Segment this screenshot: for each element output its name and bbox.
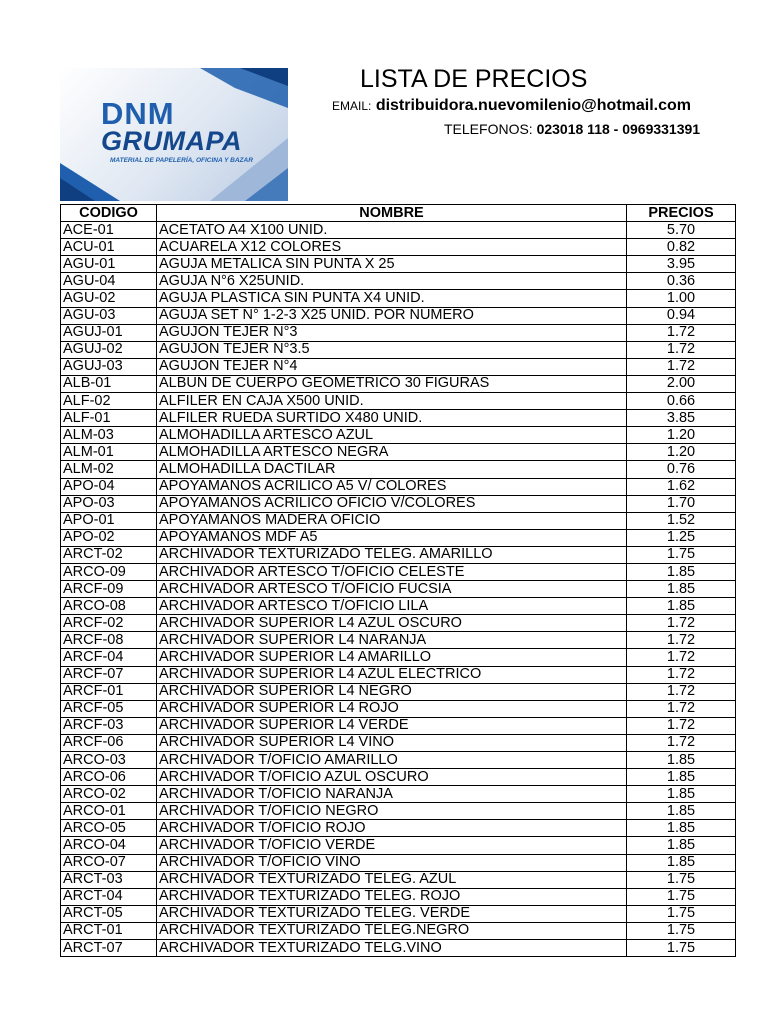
- table-header-row: [61, 205, 736, 222]
- item-name: AGUJON TEJER N°3.5: [157, 341, 627, 358]
- item-price: 1.85: [627, 820, 736, 837]
- item-price: 1.85: [627, 854, 736, 871]
- item-name: ARCHIVADOR ARTESCO T/OFICIO CELESTE: [157, 563, 627, 580]
- table-row: [61, 769, 736, 786]
- item-price: 1.25: [627, 529, 736, 546]
- price-table: [60, 204, 736, 957]
- table-row: [61, 256, 736, 273]
- item-name: ARCHIVADOR T/OFICIO ROJO: [157, 820, 627, 837]
- item-code: AGUJ-02: [61, 341, 157, 358]
- column-header-precios: PRECIOS: [627, 205, 736, 222]
- item-code: APO-01: [61, 512, 157, 529]
- item-code: ALF-02: [61, 393, 157, 410]
- item-name: ARCHIVADOR TEXTURIZADO TELEG.NEGRO: [157, 922, 627, 939]
- item-price: 1.72: [627, 683, 736, 700]
- item-name: ARCHIVADOR TEXTURIZADO TELG.VINO: [157, 940, 627, 957]
- table-row: [61, 529, 736, 546]
- table-row: [61, 512, 736, 529]
- item-name: ARCHIVADOR SUPERIOR L4 ROJO: [157, 700, 627, 717]
- item-code: APO-04: [61, 478, 157, 495]
- item-price: 1.72: [627, 700, 736, 717]
- item-price: 1.75: [627, 871, 736, 888]
- item-code: ACU-01: [61, 239, 157, 256]
- page-title: LISTA DE PRECIOS: [360, 65, 588, 93]
- item-name: ALMOHADILLA ARTESCO NEGRA: [157, 444, 627, 461]
- item-name: ARCHIVADOR SUPERIOR L4 NARANJA: [157, 632, 627, 649]
- item-price: 1.72: [627, 615, 736, 632]
- item-price: 1.85: [627, 598, 736, 615]
- item-price: 1.75: [627, 940, 736, 957]
- table-row: [61, 324, 736, 341]
- column-header-codigo: CODIGO: [61, 205, 157, 222]
- item-name: ARCHIVADOR TEXTURIZADO TELEG. AMARILLO: [157, 546, 627, 563]
- item-name: ARCHIVADOR SUPERIOR L4 NEGRO: [157, 683, 627, 700]
- table-row: [61, 734, 736, 751]
- table-row: [61, 786, 736, 803]
- item-price: 1.72: [627, 649, 736, 666]
- table-row: [61, 563, 736, 580]
- item-name: ARCHIVADOR SUPERIOR L4 AZUL OSCURO: [157, 615, 627, 632]
- item-name: ARCHIVADOR SUPERIOR L4 AMARILLO: [157, 649, 627, 666]
- table-row: [61, 615, 736, 632]
- item-price: 1.75: [627, 922, 736, 939]
- table-row: [61, 358, 736, 375]
- item-price: 1.72: [627, 358, 736, 375]
- email-line: [332, 96, 691, 116]
- item-name: APOYAMANOS MADERA OFICIO: [157, 512, 627, 529]
- table-row: [61, 393, 736, 410]
- item-name: ARCHIVADOR SUPERIOR L4 VERDE: [157, 717, 627, 734]
- item-name: ARCHIVADOR ARTESCO T/OFICIO FUCSIA: [157, 581, 627, 598]
- column-header-nombre: NOMBRE: [157, 205, 627, 222]
- table-row: [61, 341, 736, 358]
- item-code: AGU-01: [61, 256, 157, 273]
- item-price: 1.85: [627, 752, 736, 769]
- item-price: 1.72: [627, 734, 736, 751]
- item-name: AGUJA METALICA SIN PUNTA X 25: [157, 256, 627, 273]
- table-row: [61, 273, 736, 290]
- item-name: ARCHIVADOR ARTESCO T/OFICIO LILA: [157, 598, 627, 615]
- item-price: 1.85: [627, 803, 736, 820]
- item-price: 1.85: [627, 563, 736, 580]
- item-code: AGU-04: [61, 273, 157, 290]
- table-body: [61, 222, 736, 957]
- item-price: 0.94: [627, 307, 736, 324]
- item-price: 1.75: [627, 888, 736, 905]
- table-row: [61, 922, 736, 939]
- item-code: ARCO-06: [61, 769, 157, 786]
- table-row: [61, 427, 736, 444]
- item-name: ARCHIVADOR T/OFICIO VERDE: [157, 837, 627, 854]
- item-code: ARCF-09: [61, 581, 157, 598]
- item-name: ACETATO A4 X100 UNID.: [157, 222, 627, 239]
- item-price: 1.00: [627, 290, 736, 307]
- table-row: [61, 871, 736, 888]
- item-name: ARCHIVADOR SUPERIOR L4 AZUL ELECTRICO: [157, 666, 627, 683]
- table-row: [61, 632, 736, 649]
- table-row: [61, 239, 736, 256]
- item-price: 3.85: [627, 410, 736, 427]
- item-price: 1.70: [627, 495, 736, 512]
- table-row: [61, 803, 736, 820]
- item-price: 1.85: [627, 581, 736, 598]
- item-name: ALMOHADILLA DACTILAR: [157, 461, 627, 478]
- item-code: ARCF-08: [61, 632, 157, 649]
- item-code: ARCT-03: [61, 871, 157, 888]
- item-code: ARCO-05: [61, 820, 157, 837]
- table-row: [61, 546, 736, 563]
- table-row: [61, 307, 736, 324]
- item-code: APO-03: [61, 495, 157, 512]
- item-code: AGUJ-03: [61, 358, 157, 375]
- item-code: ALM-03: [61, 427, 157, 444]
- item-code: ARCF-07: [61, 666, 157, 683]
- item-code: ACE-01: [61, 222, 157, 239]
- item-code: ARCF-03: [61, 717, 157, 734]
- table-row: [61, 717, 736, 734]
- item-name: APOYAMANOS ACRILICO A5 V/ COLORES: [157, 478, 627, 495]
- item-price: 1.72: [627, 632, 736, 649]
- table-row: [61, 752, 736, 769]
- email-address: distribuidora.nuevomilenio@hotmail.com: [375, 97, 691, 114]
- table-row: [61, 581, 736, 598]
- item-code: ARCO-07: [61, 854, 157, 871]
- item-code: ARCF-04: [61, 649, 157, 666]
- item-price: 1.20: [627, 444, 736, 461]
- table-row: [61, 683, 736, 700]
- phones-line: [444, 119, 700, 139]
- item-name: ARCHIVADOR T/OFICIO VINO: [157, 854, 627, 871]
- item-price: 1.72: [627, 341, 736, 358]
- item-code: APO-02: [61, 529, 157, 546]
- item-name: AGUJON TEJER N°4: [157, 358, 627, 375]
- item-price: 1.85: [627, 786, 736, 803]
- item-name: ARCHIVADOR SUPERIOR L4 VINO: [157, 734, 627, 751]
- table-row: [61, 905, 736, 922]
- item-code: ARCO-03: [61, 752, 157, 769]
- item-code: ARCT-07: [61, 940, 157, 957]
- item-price: 1.52: [627, 512, 736, 529]
- item-code: ARCT-04: [61, 888, 157, 905]
- item-name: ALBUN DE CUERPO GEOMETRICO 30 FIGURAS: [157, 375, 627, 392]
- table-row: [61, 837, 736, 854]
- logo-wordmark: [60, 68, 288, 201]
- table-row: [61, 290, 736, 307]
- logo-dnm-text: DNM: [101, 96, 175, 131]
- table-row: [61, 375, 736, 392]
- table-row: [61, 410, 736, 427]
- item-name: AGUJA PLASTICA SIN PUNTA X4 UNID.: [157, 290, 627, 307]
- item-name: APOYAMANOS MDF A5: [157, 529, 627, 546]
- item-name: ACUARELA X12 COLORES: [157, 239, 627, 256]
- item-code: ARCO-01: [61, 803, 157, 820]
- item-price: 1.72: [627, 324, 736, 341]
- item-code: ARCT-02: [61, 546, 157, 563]
- item-code: ARCT-05: [61, 905, 157, 922]
- item-price: 1.72: [627, 666, 736, 683]
- table-row: [61, 222, 736, 239]
- logo-grumapa-text: GRUMAPA: [101, 126, 242, 156]
- table-row: [61, 444, 736, 461]
- phones-label: TELEFONOS:: [444, 121, 533, 137]
- item-name: APOYAMANOS ACRILICO OFICIO V/COLORES: [157, 495, 627, 512]
- item-code: ARCO-09: [61, 563, 157, 580]
- table-row: [61, 495, 736, 512]
- item-price: 0.36: [627, 273, 736, 290]
- item-price: 1.75: [627, 546, 736, 563]
- item-code: AGU-02: [61, 290, 157, 307]
- item-price: 3.95: [627, 256, 736, 273]
- table-row: [61, 478, 736, 495]
- item-name: ALMOHADILLA ARTESCO AZUL: [157, 427, 627, 444]
- table-row: [61, 820, 736, 837]
- table-row: [61, 598, 736, 615]
- item-name: ARCHIVADOR T/OFICIO NEGRO: [157, 803, 627, 820]
- item-price: 1.20: [627, 427, 736, 444]
- item-price: 0.76: [627, 461, 736, 478]
- table-row: [61, 649, 736, 666]
- item-code: ARCF-02: [61, 615, 157, 632]
- item-name: ARCHIVADOR TEXTURIZADO TELEG. ROJO: [157, 888, 627, 905]
- item-name: AGUJA N°6 X25UNID.: [157, 273, 627, 290]
- item-price: 1.72: [627, 717, 736, 734]
- item-price: 2.00: [627, 375, 736, 392]
- item-name: ARCHIVADOR T/OFICIO AMARILLO: [157, 752, 627, 769]
- item-name: ALFILER RUEDA SURTIDO X480 UNID.: [157, 410, 627, 427]
- table-row: [61, 854, 736, 871]
- item-price: 5.70: [627, 222, 736, 239]
- item-code: ARCF-06: [61, 734, 157, 751]
- item-code: ALM-01: [61, 444, 157, 461]
- item-code: ARCF-05: [61, 700, 157, 717]
- item-code: AGU-03: [61, 307, 157, 324]
- item-code: ARCO-02: [61, 786, 157, 803]
- item-name: AGUJA SET N° 1-2-3 X25 UNID. POR NUMERO: [157, 307, 627, 324]
- email-label: EMAIL:: [332, 99, 372, 113]
- item-code: ARCT-01: [61, 922, 157, 939]
- item-price: 0.66: [627, 393, 736, 410]
- company-logo: [60, 68, 288, 201]
- item-code: ARCO-04: [61, 837, 157, 854]
- table-row: [61, 700, 736, 717]
- item-code: ARCO-08: [61, 598, 157, 615]
- table-row: [61, 666, 736, 683]
- item-price: 1.75: [627, 905, 736, 922]
- item-price: 1.85: [627, 837, 736, 854]
- item-price: 1.85: [627, 769, 736, 786]
- table-row: [61, 940, 736, 957]
- item-name: ARCHIVADOR T/OFICIO AZUL OSCURO: [157, 769, 627, 786]
- item-name: ALFILER EN CAJA X500 UNID.: [157, 393, 627, 410]
- item-code: ARCF-01: [61, 683, 157, 700]
- item-price: 0.82: [627, 239, 736, 256]
- item-name: AGUJON TEJER N°3: [157, 324, 627, 341]
- item-code: ALM-02: [61, 461, 157, 478]
- table-row: [61, 461, 736, 478]
- item-price: 1.62: [627, 478, 736, 495]
- item-name: ARCHIVADOR TEXTURIZADO TELEG. AZUL: [157, 871, 627, 888]
- logo-tagline: MATERIAL DE PAPELERÍA, OFICINA Y BAZAR: [110, 157, 253, 164]
- item-code: ALF-01: [61, 410, 157, 427]
- phone-numbers: 023018 118 - 0969331391: [536, 121, 701, 137]
- item-name: ARCHIVADOR TEXTURIZADO TELEG. VERDE: [157, 905, 627, 922]
- table-row: [61, 888, 736, 905]
- item-code: ALB-01: [61, 375, 157, 392]
- item-code: AGUJ-01: [61, 324, 157, 341]
- item-name: ARCHIVADOR T/OFICIO NARANJA: [157, 786, 627, 803]
